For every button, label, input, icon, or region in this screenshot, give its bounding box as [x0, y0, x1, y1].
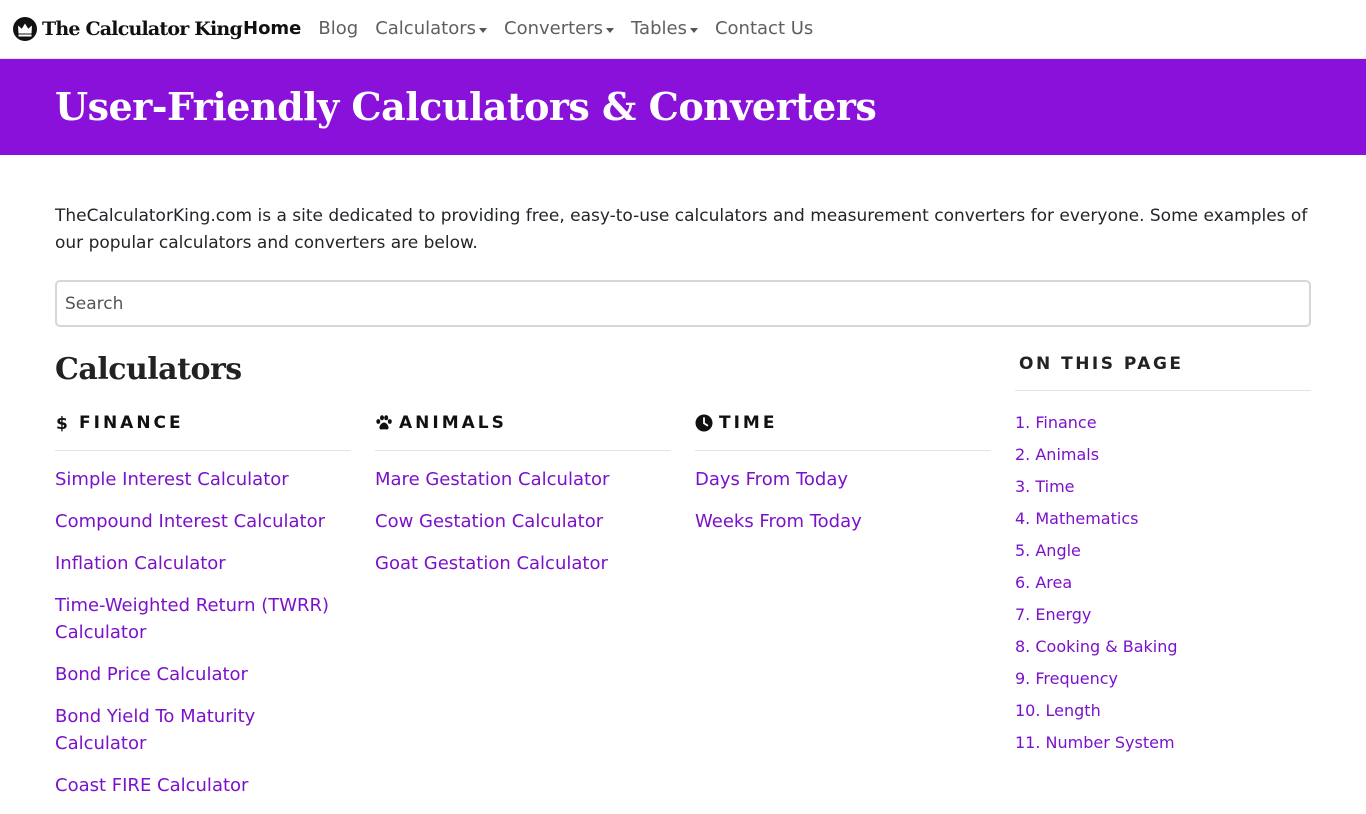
calculator-link[interactable]: Mare Gestation Calculator — [375, 469, 610, 490]
toc-link[interactable]: 7. Energy — [1015, 605, 1092, 624]
link-list — [55, 466, 351, 799]
intro-text: TheCalculatorKing.com is a site dedicated to providing free, easy-to-use calculators and measurement converters for everyone. Some examples of our popular calculators and converters are below. — [55, 206, 1308, 253]
toc-link[interactable]: 11. Number System — [1015, 733, 1175, 752]
category-header — [55, 408, 351, 451]
toc-link[interactable]: 8. Cooking & Baking — [1015, 637, 1178, 656]
calculator-link[interactable]: Days From Today — [695, 469, 849, 490]
nav-calculators-dropdown[interactable]: Calculators — [375, 17, 487, 41]
category-title: ANIMALS — [399, 413, 507, 433]
link-list — [695, 466, 991, 535]
category-title: FINANCE — [79, 413, 184, 433]
toc-link[interactable]: 1. Finance — [1015, 413, 1097, 432]
caret-down-icon — [690, 28, 698, 33]
category-header — [695, 408, 991, 451]
category-animals — [375, 408, 671, 592]
toc-list — [1015, 411, 1311, 763]
category-header — [375, 408, 671, 451]
nav-home[interactable]: Home — [243, 18, 302, 39]
toc-link[interactable]: 2. Animals — [1015, 445, 1100, 464]
brand-name: The Calculator King — [42, 18, 242, 40]
main-nav — [243, 17, 830, 41]
calculator-link[interactable]: Compound Interest Calculator — [55, 511, 326, 532]
toc-link[interactable]: 10. Length — [1015, 701, 1101, 720]
calculator-link[interactable]: Coast FIRE Calculator — [55, 775, 249, 796]
navbar — [0, 0, 1366, 59]
category-title: TIME — [719, 413, 778, 433]
toc-link[interactable]: 4. Mathematics — [1015, 509, 1139, 528]
calculator-link[interactable]: Bond Price Calculator — [55, 664, 248, 685]
on-this-page-sidebar — [1015, 350, 1311, 763]
category-time — [695, 408, 991, 550]
nav-converters-dropdown[interactable]: Converters — [504, 17, 614, 41]
nav-contact-us[interactable]: Contact Us — [714, 18, 814, 39]
toc-link[interactable]: 6. Area — [1015, 573, 1073, 592]
caret-down-icon — [479, 28, 487, 33]
page-title: User-Friendly Calculators & Converters — [55, 84, 877, 129]
calculator-link[interactable]: Cow Gestation Calculator — [375, 511, 604, 532]
toc-link[interactable]: 9. Frequency — [1015, 669, 1119, 688]
search-input[interactable] — [55, 280, 1311, 327]
category-finance — [55, 408, 351, 814]
brand-link[interactable] — [12, 15, 242, 43]
clock-icon — [695, 414, 713, 432]
nav-blog[interactable]: Blog — [318, 18, 359, 39]
nav-tables-dropdown[interactable]: Tables — [631, 17, 698, 41]
toc-link[interactable]: 3. Time — [1015, 477, 1075, 496]
calculator-link[interactable]: Inflation Calculator — [55, 553, 226, 574]
hero-banner — [0, 59, 1366, 155]
crown-icon — [12, 16, 38, 42]
dollar-icon — [55, 414, 73, 432]
calculator-link[interactable]: Goat Gestation Calculator — [375, 553, 608, 574]
calculator-link[interactable]: Weeks From Today — [695, 511, 862, 532]
calculator-link[interactable]: Simple Interest Calculator — [55, 469, 289, 490]
caret-down-icon — [606, 28, 614, 33]
calculators-heading: Calculators — [55, 352, 242, 387]
calculator-link[interactable]: Bond Yield To Maturity Calculator — [55, 706, 256, 754]
calculator-link[interactable]: Time-Weighted Return (TWRR) Calculator — [55, 595, 330, 643]
toc-link[interactable]: 5. Angle — [1015, 541, 1081, 560]
toc-title: ON THIS PAGE — [1015, 350, 1311, 391]
paw-icon — [375, 414, 393, 432]
link-list — [375, 466, 671, 577]
svg-text:$: $ — [56, 414, 68, 432]
